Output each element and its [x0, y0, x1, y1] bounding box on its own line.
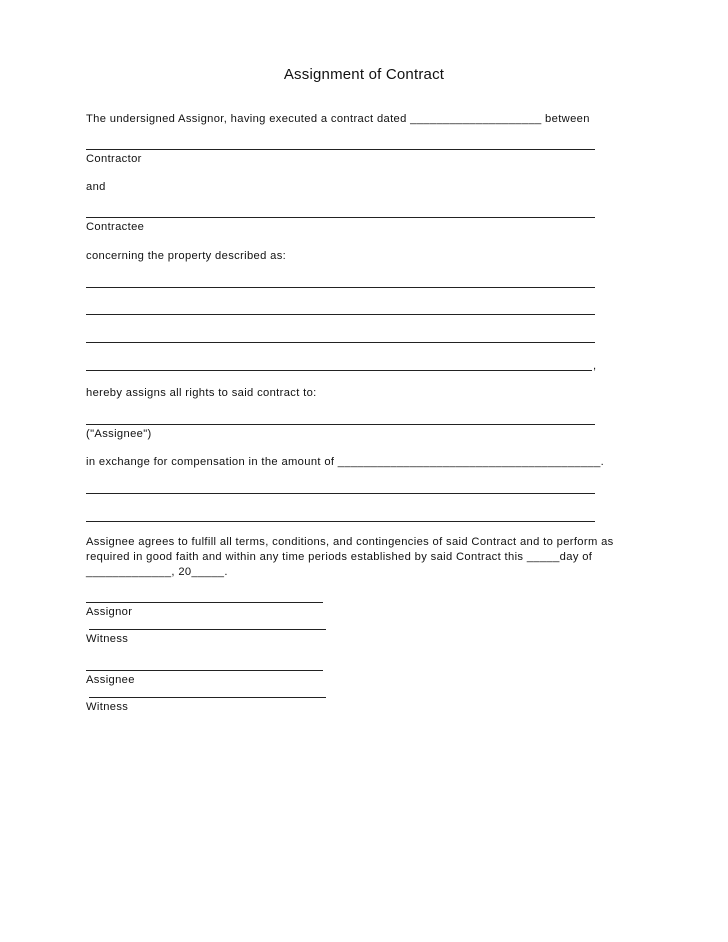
agreement-line-1: Assignee agrees to fulfill all terms, conditions, and contingencies of said Contract and to perform as [86, 536, 614, 548]
property-blank-line-2[interactable] [86, 314, 595, 315]
assignee-label: Assignee [86, 674, 135, 686]
witness1-label: Witness [86, 633, 129, 645]
contractee-blank-line[interactable] [86, 217, 595, 218]
contractor-blank-line[interactable] [86, 149, 595, 150]
assignee-signature-line[interactable] [86, 670, 323, 671]
assignor-signature-line[interactable] [86, 602, 323, 603]
compensation-line: in exchange for compensation in the amount of ________________________________________. [86, 456, 605, 468]
agreement-line-2: required in good faith and within any time periods established by said Contract this _____day of [86, 551, 593, 563]
property-text: concerning the property described as: [86, 250, 287, 262]
assignee-quote-label: ("Assignee") [86, 428, 152, 440]
witness2-signature-line[interactable] [89, 697, 326, 698]
compensation-blank-line-1[interactable] [86, 493, 595, 494]
comma-mark: , [593, 360, 597, 372]
assignee-blank-line[interactable] [86, 424, 595, 425]
contractee-label: Contractee [86, 221, 145, 233]
agreement-line-3: _____________, 20_____. [86, 566, 228, 578]
document-title: Assignment of Contract [283, 66, 445, 83]
assigns-text: hereby assigns all rights to said contract to: [86, 387, 317, 399]
compensation-blank-line-2[interactable] [86, 521, 595, 522]
intro-line: The undersigned Assignor, having executed a contract dated ____________________ between [86, 113, 590, 125]
property-blank-line-1[interactable] [86, 287, 595, 288]
witness2-label: Witness [86, 701, 129, 713]
property-blank-line-4[interactable] [86, 370, 592, 371]
contractor-label: Contractor [86, 153, 142, 165]
assignor-label: Assignor [86, 606, 133, 618]
and-text: and [86, 181, 106, 193]
witness1-signature-line[interactable] [89, 629, 326, 630]
property-blank-line-3[interactable] [86, 342, 595, 343]
